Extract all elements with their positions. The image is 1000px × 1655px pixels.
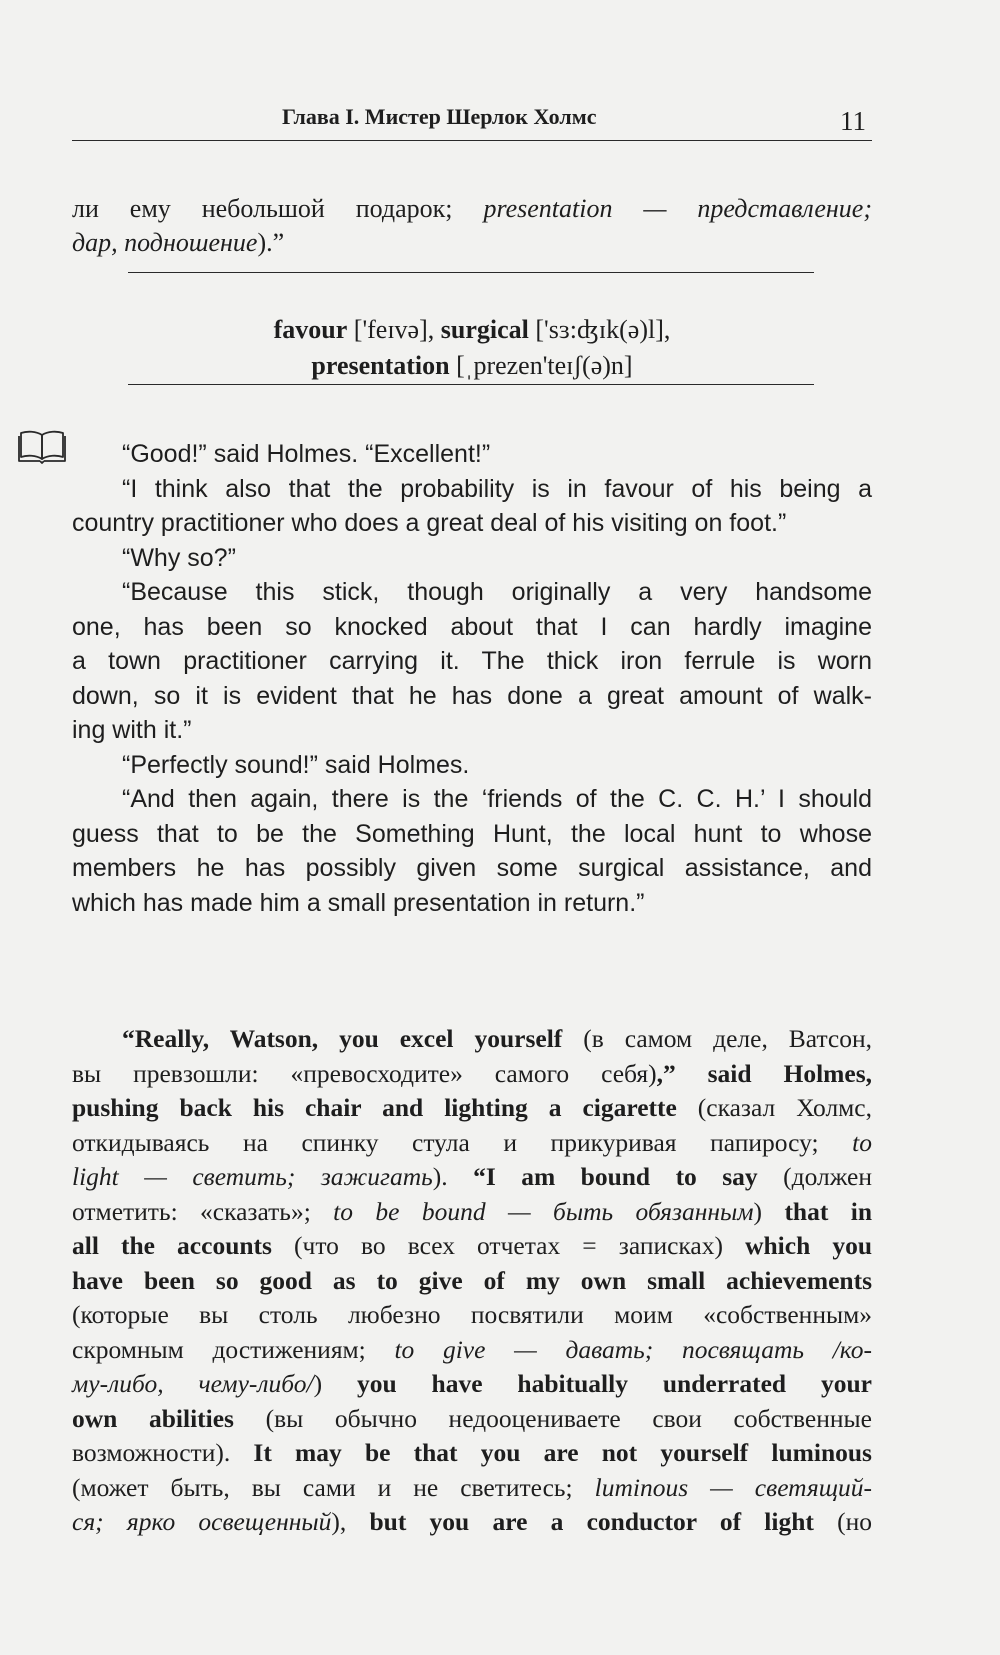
vocab-note: luminous — светящий- (594, 1472, 872, 1502)
pronunciation-line (72, 348, 872, 384)
vocab-note: to give — давать; посвящать /ко- (394, 1334, 872, 1364)
transcription: ['feɪvə], (347, 315, 441, 344)
english-phrase: “Really, Watson, you excel yourself (122, 1024, 563, 1053)
pronunciation-block (72, 312, 872, 384)
headword: favour (273, 315, 348, 344)
russian-gloss: (должен (757, 1162, 872, 1191)
open-book-icon (17, 428, 67, 464)
russian-gloss: (которые вы столь любезно посвятили моим «собственным» (72, 1300, 872, 1329)
english-phrase: “I am bound to say (473, 1162, 758, 1191)
chapter-title: Глава I. Мистер Шерлок Холмс (282, 104, 597, 129)
running-header (72, 104, 872, 141)
commentary-text: ).” (257, 228, 285, 257)
pronunciation-line (72, 312, 872, 348)
english-phrase: own abilities (72, 1403, 234, 1433)
commentary-text: ли ему небольшой подарок; (72, 194, 484, 223)
transcription: [ˌprezen'teɪʃ(ə)n] (449, 351, 633, 380)
vocab-note: to be bound — быть обязанным (333, 1196, 754, 1226)
russian-gloss: возможности). (72, 1438, 254, 1467)
headword: presentation (311, 351, 450, 380)
russian-gloss: (может быть, вы сами и не светитесь; (72, 1472, 595, 1502)
commentary-continuation (72, 192, 872, 260)
text-line: down, so it is evident that he has done a great amount of walk- (72, 681, 872, 710)
bilingual-passage (72, 1022, 872, 1540)
text-line: which has made him a small presentation in return.” (72, 888, 645, 917)
russian-gloss: откидываясь на спинку стула и прикуривая папиросу; (72, 1127, 853, 1157)
russian-gloss: вы превзошли: «превосходите» самого себя) (72, 1058, 657, 1088)
commentary-italic: дар, подношение (72, 228, 258, 257)
divider-top (128, 272, 814, 273)
russian-gloss: ) (313, 1369, 357, 1398)
headword: surgical (440, 315, 529, 344)
english-phrase: but you are a conductor of light (369, 1507, 814, 1536)
vocab-note: му-либо, чему-либо/ (72, 1369, 314, 1398)
russian-gloss: (но (813, 1507, 872, 1536)
text-line: country practitioner who does a great deal of his visiting on foot.” (72, 509, 787, 537)
english-phrase: all the accounts (72, 1231, 272, 1260)
russian-gloss: скромным достижениям; (72, 1334, 395, 1364)
text-line: “I think also that the probability is in favour of his being a (122, 474, 872, 503)
english-phrase: you have habitually underrated your (356, 1369, 872, 1398)
text-line: members he has possibly given some surgical assistance, and (72, 854, 872, 882)
russian-gloss: ) (753, 1196, 785, 1226)
english-phrase: ,” said Holmes, (656, 1058, 873, 1088)
russian-gloss: (вы обычно недооцениваете свои собственные (233, 1403, 872, 1433)
russian-gloss: ). (432, 1162, 474, 1191)
russian-gloss: ), (331, 1507, 370, 1536)
vocab-note: ся; ярко освещенный (72, 1507, 332, 1536)
text-line: one, has been so knocked about that I can hardly imagine (72, 612, 872, 641)
text-line: “Perfectly sound!” said Holmes. (122, 750, 470, 779)
russian-gloss: (сказал Холмс, (676, 1093, 873, 1122)
english-phrase: that in (784, 1196, 873, 1226)
text-line: “Because this stick, though originally a very handsome (122, 578, 872, 606)
commentary-italic: presentation — представление; (483, 194, 872, 223)
transcription: ['sɜ:ʤɪk(ə)l], (528, 315, 671, 344)
text-line: ing with it.” (72, 716, 192, 744)
text-line: “Good!” said Holmes. “Excellent!” (122, 440, 491, 468)
english-phrase: pushing back his chair and lighting a cigarette (72, 1093, 677, 1122)
text-line: guess that to be the Something Hunt, the local hunt to whose (72, 819, 872, 848)
english-phrase: It may be that you are not yourself luminous (253, 1438, 872, 1467)
page-number: 11 (840, 106, 866, 136)
english-passage (72, 437, 872, 920)
text-line: a town practitioner carrying it. The thick iron ferrule is worn (72, 647, 872, 675)
russian-gloss: отметить: «сказать»; (72, 1196, 334, 1226)
vocab-note: light — светить; зажигать (72, 1162, 433, 1191)
english-phrase: which you (745, 1231, 873, 1260)
russian-gloss: (что во всех отчетах = записках) (271, 1231, 746, 1260)
english-phrase: have been so good as to give of my own small achievements (72, 1265, 872, 1295)
russian-gloss: (в самом деле, Ватсон, (562, 1024, 872, 1053)
vocab-note: to (852, 1127, 872, 1157)
text-line: “Why so?” (122, 543, 236, 572)
divider-bottom (128, 384, 814, 385)
text-line: “And then again, there is the ‘friends of the C. C. H.’ I should (122, 785, 872, 813)
